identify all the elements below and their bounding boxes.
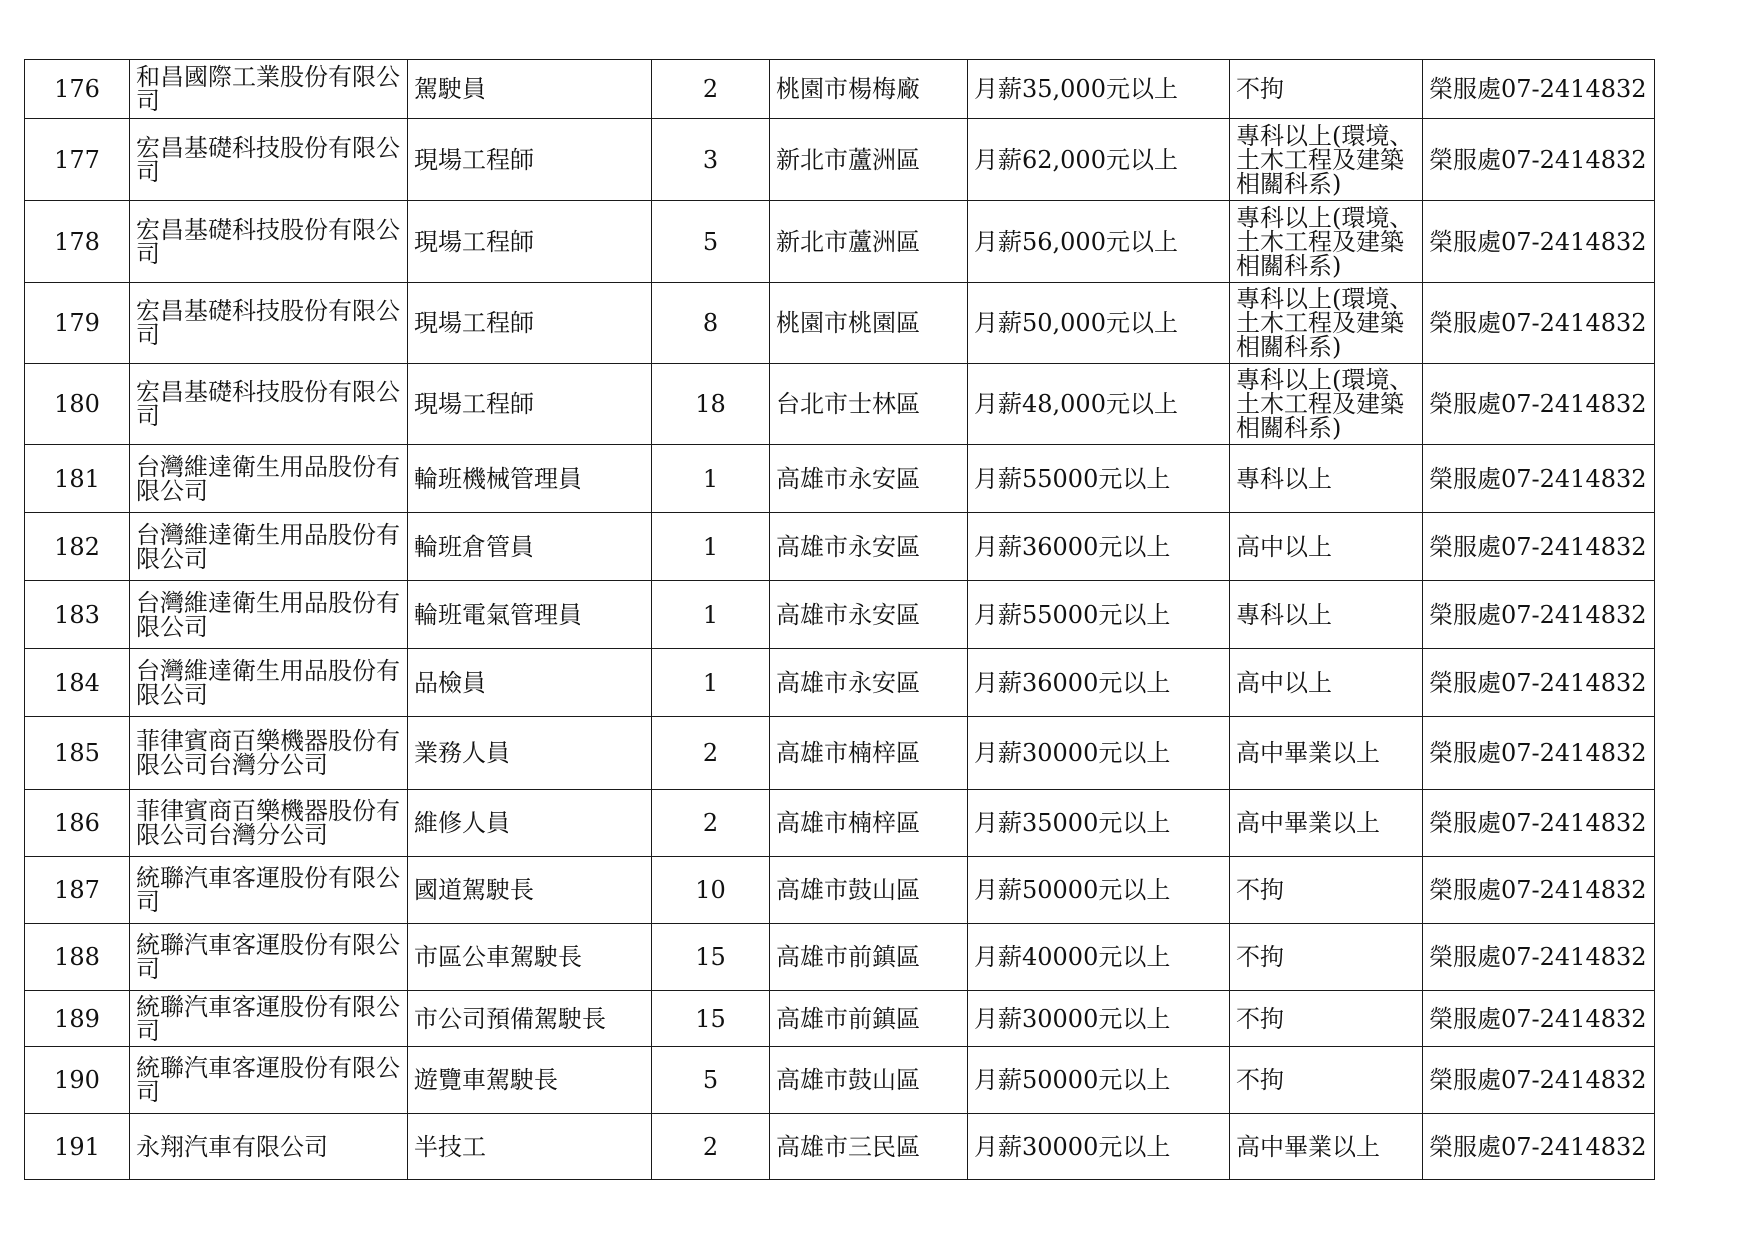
contact-info: 榮服處07-2414832 <box>1423 60 1655 119</box>
table-row <box>25 1114 1655 1180</box>
salary: 月薪56,000元以上 <box>968 201 1230 283</box>
salary: 月薪40000元以上 <box>968 924 1230 991</box>
salary: 月薪50,000元以上 <box>968 283 1230 364</box>
education-requirement: 專科以上 <box>1230 581 1423 649</box>
education-requirement: 不拘 <box>1230 991 1423 1047</box>
education-requirement: 高中以上 <box>1230 649 1423 717</box>
salary: 月薪30000元以上 <box>968 991 1230 1047</box>
education-requirement: 高中以上 <box>1230 513 1423 581</box>
headcount: 15 <box>652 924 770 991</box>
table-row <box>25 717 1655 790</box>
company-name: 統聯汽車客運股份有限公司 <box>130 857 408 924</box>
row-number: 187 <box>25 857 130 924</box>
company-name: 統聯汽車客運股份有限公司 <box>130 1047 408 1114</box>
job-title: 國道駕駛長 <box>408 857 652 924</box>
education-requirement: 專科以上(環境、土木工程及建築相關科系) <box>1230 119 1423 201</box>
contact-info: 榮服處07-2414832 <box>1423 119 1655 201</box>
salary: 月薪30000元以上 <box>968 717 1230 790</box>
education-requirement: 不拘 <box>1230 1047 1423 1114</box>
row-number: 191 <box>25 1114 130 1180</box>
headcount: 1 <box>652 445 770 513</box>
headcount: 5 <box>652 1047 770 1114</box>
work-location: 新北市蘆洲區 <box>770 119 968 201</box>
headcount: 8 <box>652 283 770 364</box>
company-name: 台灣維達衛生用品股份有限公司 <box>130 445 408 513</box>
table-row <box>25 201 1655 283</box>
job-title: 維修人員 <box>408 790 652 857</box>
company-name: 統聯汽車客運股份有限公司 <box>130 991 408 1047</box>
row-number: 184 <box>25 649 130 717</box>
work-location: 高雄市鼓山區 <box>770 1047 968 1114</box>
headcount: 2 <box>652 717 770 790</box>
company-name: 宏昌基礎科技股份有限公司 <box>130 119 408 201</box>
job-title: 現場工程師 <box>408 201 652 283</box>
row-number: 188 <box>25 924 130 991</box>
table-row <box>25 857 1655 924</box>
job-title: 業務人員 <box>408 717 652 790</box>
contact-info: 榮服處07-2414832 <box>1423 717 1655 790</box>
company-name: 宏昌基礎科技股份有限公司 <box>130 283 408 364</box>
contact-info: 榮服處07-2414832 <box>1423 857 1655 924</box>
contact-info: 榮服處07-2414832 <box>1423 445 1655 513</box>
headcount: 1 <box>652 581 770 649</box>
salary: 月薪50000元以上 <box>968 1047 1230 1114</box>
work-location: 桃園市楊梅廠 <box>770 60 968 119</box>
salary: 月薪48,000元以上 <box>968 364 1230 445</box>
work-location: 高雄市永安區 <box>770 581 968 649</box>
job-title: 現場工程師 <box>408 364 652 445</box>
work-location: 高雄市楠梓區 <box>770 790 968 857</box>
education-requirement: 不拘 <box>1230 857 1423 924</box>
contact-info: 榮服處07-2414832 <box>1423 991 1655 1047</box>
headcount: 1 <box>652 649 770 717</box>
education-requirement: 不拘 <box>1230 924 1423 991</box>
work-location: 高雄市鼓山區 <box>770 857 968 924</box>
job-title: 市公司預備駕駛長 <box>408 991 652 1047</box>
company-name: 宏昌基礎科技股份有限公司 <box>130 364 408 445</box>
table-row <box>25 513 1655 581</box>
contact-info: 榮服處07-2414832 <box>1423 924 1655 991</box>
salary: 月薪55000元以上 <box>968 581 1230 649</box>
headcount: 2 <box>652 790 770 857</box>
company-name: 台灣維達衛生用品股份有限公司 <box>130 581 408 649</box>
work-location: 高雄市前鎮區 <box>770 991 968 1047</box>
table-row <box>25 649 1655 717</box>
work-location: 桃園市桃園區 <box>770 283 968 364</box>
contact-info: 榮服處07-2414832 <box>1423 513 1655 581</box>
work-location: 新北市蘆洲區 <box>770 201 968 283</box>
job-rows <box>25 60 1655 1180</box>
contact-info: 榮服處07-2414832 <box>1423 364 1655 445</box>
company-name: 和昌國際工業股份有限公司 <box>130 60 408 119</box>
row-number: 178 <box>25 201 130 283</box>
headcount: 5 <box>652 201 770 283</box>
salary: 月薪62,000元以上 <box>968 119 1230 201</box>
salary: 月薪50000元以上 <box>968 857 1230 924</box>
salary: 月薪35,000元以上 <box>968 60 1230 119</box>
salary: 月薪55000元以上 <box>968 445 1230 513</box>
work-location: 台北市士林區 <box>770 364 968 445</box>
company-name: 台灣維達衛生用品股份有限公司 <box>130 513 408 581</box>
work-location: 高雄市前鎮區 <box>770 924 968 991</box>
education-requirement: 專科以上(環境、土木工程及建築相關科系) <box>1230 283 1423 364</box>
job-title: 輪班倉管員 <box>408 513 652 581</box>
work-location: 高雄市永安區 <box>770 513 968 581</box>
job-title: 遊覽車駕駛長 <box>408 1047 652 1114</box>
education-requirement: 高中畢業以上 <box>1230 790 1423 857</box>
table-row <box>25 119 1655 201</box>
salary: 月薪35000元以上 <box>968 790 1230 857</box>
job-title: 半技工 <box>408 1114 652 1180</box>
job-title: 輪班機械管理員 <box>408 445 652 513</box>
headcount: 10 <box>652 857 770 924</box>
job-title: 品檢員 <box>408 649 652 717</box>
company-name: 台灣維達衛生用品股份有限公司 <box>130 649 408 717</box>
headcount: 3 <box>652 119 770 201</box>
row-number: 181 <box>25 445 130 513</box>
salary: 月薪30000元以上 <box>968 1114 1230 1180</box>
company-name: 菲律賓商百樂機器股份有限公司台灣分公司 <box>130 790 408 857</box>
row-number: 180 <box>25 364 130 445</box>
contact-info: 榮服處07-2414832 <box>1423 790 1655 857</box>
row-number: 183 <box>25 581 130 649</box>
row-number: 182 <box>25 513 130 581</box>
row-number: 189 <box>25 991 130 1047</box>
job-title: 輪班電氣管理員 <box>408 581 652 649</box>
education-requirement: 專科以上 <box>1230 445 1423 513</box>
company-name: 永翔汽車有限公司 <box>130 1114 408 1180</box>
contact-info: 榮服處07-2414832 <box>1423 581 1655 649</box>
headcount: 2 <box>652 1114 770 1180</box>
table-row <box>25 60 1655 119</box>
headcount: 18 <box>652 364 770 445</box>
company-name: 宏昌基礎科技股份有限公司 <box>130 201 408 283</box>
row-number: 190 <box>25 1047 130 1114</box>
row-number: 176 <box>25 60 130 119</box>
job-title: 駕駛員 <box>408 60 652 119</box>
headcount: 15 <box>652 991 770 1047</box>
salary: 月薪36000元以上 <box>968 649 1230 717</box>
table-row <box>25 790 1655 857</box>
work-location: 高雄市三民區 <box>770 1114 968 1180</box>
education-requirement: 專科以上(環境、土木工程及建築相關科系) <box>1230 364 1423 445</box>
job-listing-table <box>24 59 1655 1180</box>
row-number: 177 <box>25 119 130 201</box>
headcount: 1 <box>652 513 770 581</box>
table-row <box>25 364 1655 445</box>
table-row <box>25 283 1655 364</box>
table-row <box>25 924 1655 991</box>
row-number: 186 <box>25 790 130 857</box>
work-location: 高雄市永安區 <box>770 649 968 717</box>
company-name: 統聯汽車客運股份有限公司 <box>130 924 408 991</box>
salary: 月薪36000元以上 <box>968 513 1230 581</box>
table-row <box>25 991 1655 1047</box>
headcount: 2 <box>652 60 770 119</box>
job-title: 現場工程師 <box>408 283 652 364</box>
education-requirement: 專科以上(環境、土木工程及建築相關科系) <box>1230 201 1423 283</box>
job-title: 市區公車駕駛長 <box>408 924 652 991</box>
contact-info: 榮服處07-2414832 <box>1423 649 1655 717</box>
work-location: 高雄市永安區 <box>770 445 968 513</box>
job-title: 現場工程師 <box>408 119 652 201</box>
row-number: 185 <box>25 717 130 790</box>
contact-info: 榮服處07-2414832 <box>1423 201 1655 283</box>
education-requirement: 高中畢業以上 <box>1230 717 1423 790</box>
contact-info: 榮服處07-2414832 <box>1423 283 1655 364</box>
contact-info: 榮服處07-2414832 <box>1423 1114 1655 1180</box>
table-row <box>25 445 1655 513</box>
table-row <box>25 581 1655 649</box>
company-name: 菲律賓商百樂機器股份有限公司台灣分公司 <box>130 717 408 790</box>
contact-info: 榮服處07-2414832 <box>1423 1047 1655 1114</box>
education-requirement: 高中畢業以上 <box>1230 1114 1423 1180</box>
row-number: 179 <box>25 283 130 364</box>
education-requirement: 不拘 <box>1230 60 1423 119</box>
work-location: 高雄市楠梓區 <box>770 717 968 790</box>
table-row <box>25 1047 1655 1114</box>
